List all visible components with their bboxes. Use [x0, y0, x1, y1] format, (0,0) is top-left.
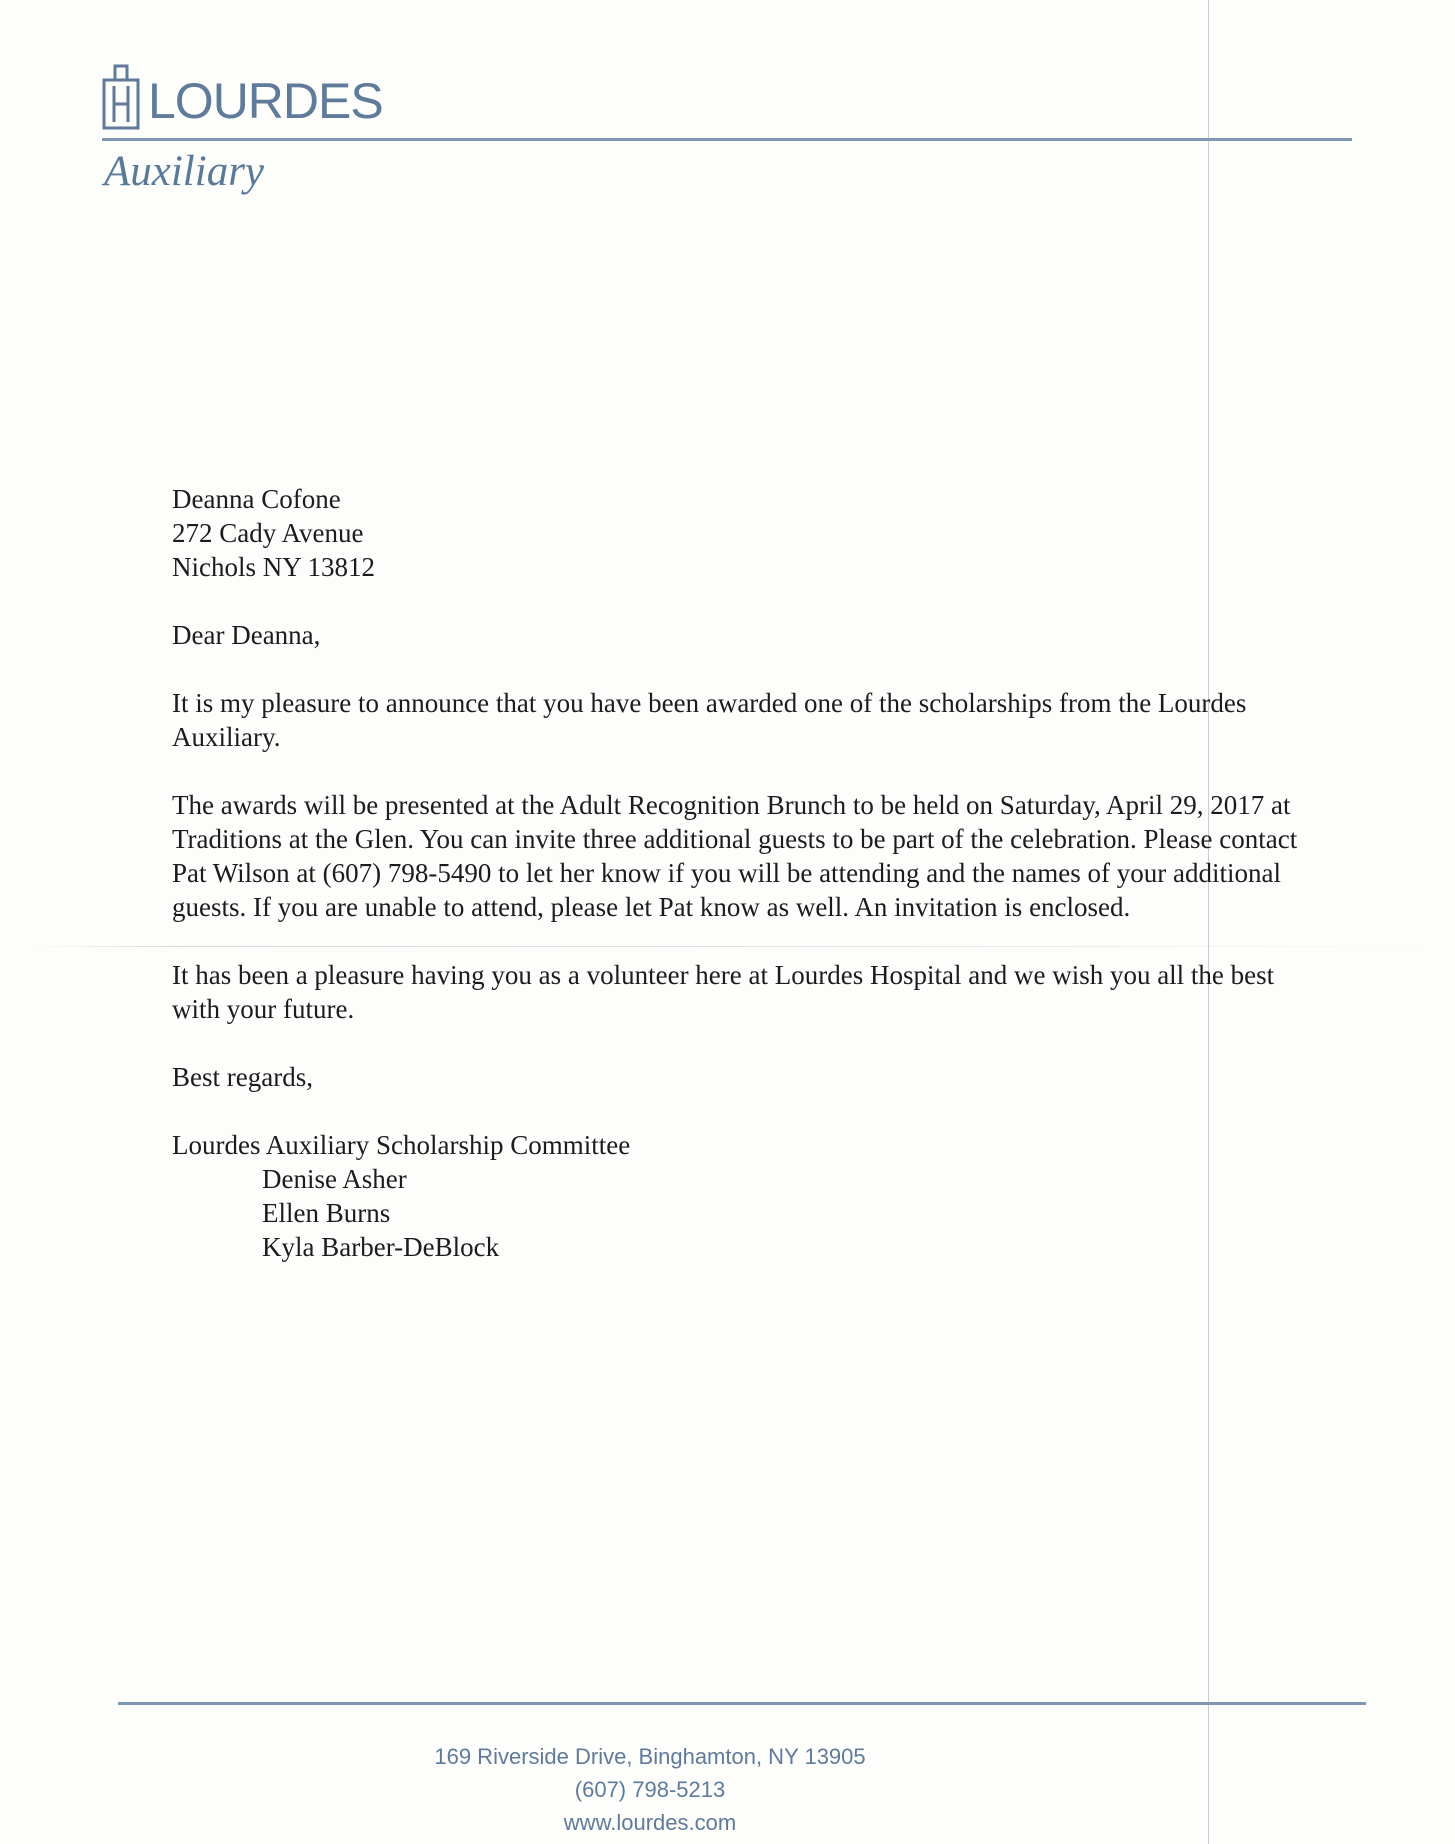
- footer-divider: [118, 1702, 1366, 1705]
- logo-name: LOURDES: [148, 73, 383, 129]
- paragraph-brunch: The awards will be presented at the Adult Recognition Brunch to be held on Saturday, April 29, 2017 at Traditions at the Glen. You can invite three additional guests to be part of the celebration. Please contact Pat Wilson at (607) 798-5490 to let her know if you will be attending and the names of your additional guests. If you are unable to attend, please let Pat know as well. An invitation is enclosed.: [172, 790, 1298, 922]
- committee-name: Lourdes Auxiliary Scholarship Committee: [172, 1130, 631, 1160]
- committee-member: Ellen Burns: [262, 1198, 391, 1228]
- footer-phone: (607) 798-5213: [574, 1777, 726, 1802]
- cross-building-icon: [102, 64, 140, 132]
- letter-body: [172, 482, 1312, 1264]
- footer-website[interactable]: www.lourdes.com: [563, 1810, 737, 1835]
- committee-member: Kyla Barber-DeBlock: [262, 1232, 500, 1262]
- recipient-address: [172, 482, 1312, 584]
- paragraph-award: It is my pleasure to announce that you have been awarded one of the scholarships from the Lourdes Auxiliary.: [172, 688, 1247, 752]
- paragraph-thanks: It has been a pleasure having you as a volunteer here at Lourdes Hospital and we wish you all the best with your future.: [172, 960, 1275, 1024]
- salutation: Dear Deanna,: [172, 620, 321, 650]
- logo-subtitle: Auxiliary: [104, 148, 265, 195]
- footer-address: 169 Riverside Drive, Binghamton, NY 13905: [434, 1744, 866, 1769]
- footer: [0, 1740, 1300, 1839]
- recipient-street: 272 Cady Avenue: [172, 518, 364, 548]
- header-divider: [102, 138, 1352, 141]
- committee-member: Denise Asher: [262, 1164, 407, 1194]
- closing: Best regards,: [172, 1062, 313, 1092]
- letterhead: [102, 58, 1352, 208]
- recipient-name: Deanna Cofone: [172, 484, 341, 514]
- recipient-city: Nichols NY 13812: [172, 552, 375, 582]
- signature-block: [172, 1128, 1312, 1264]
